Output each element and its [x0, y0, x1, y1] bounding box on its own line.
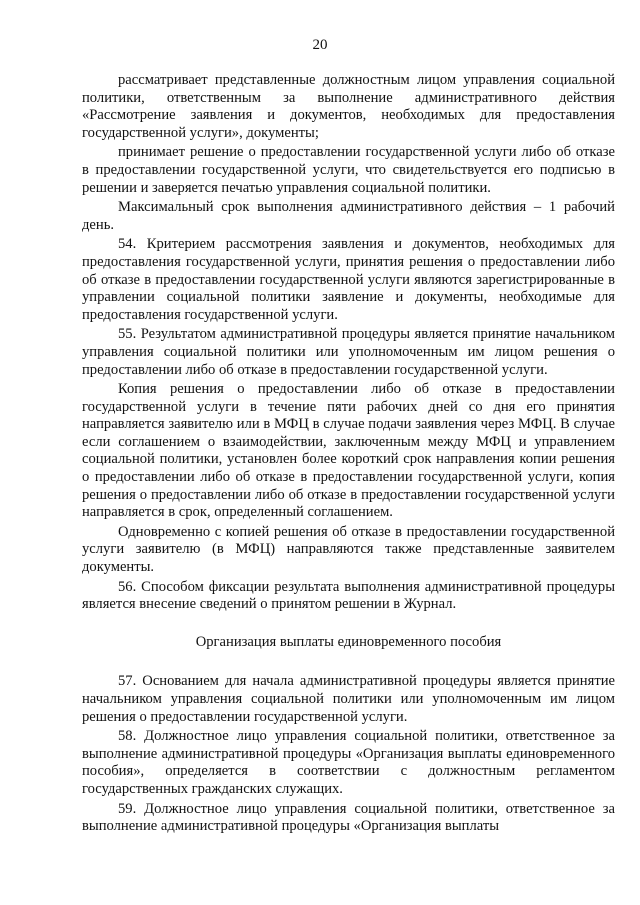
paragraph-item-59: 59. Должностное лицо управления социальной политики, ответственное за выполнение административной процедуры «Организация выплаты	[82, 800, 615, 835]
section-heading: Организация выплаты единовременного пособия	[195, 633, 502, 650]
paragraph-item-57: 57. Основанием для начала административной процедуры является принятие начальником управления социальной политики или уполномоченным им лицом решения о предоставлении государственной услуги.	[82, 673, 615, 725]
page-number: 20	[312, 37, 328, 53]
paragraph: Максимальный срок выполнения административного действия – 1 рабочий день.	[82, 199, 615, 233]
paragraph-item-56: 56. Способом фиксации результата выполнения административной процедуры является внесение сведений о принятом решении в Журнал.	[82, 578, 615, 613]
paragraph: Копия решения о предоставлении либо об отказе в предоставлении государственной услуги в течение пяти рабочих дней со дня его принятия направляется заявителю или в МФЦ в случае подачи заявления через МФЦ. В случае если соглашением о взаимодействии, заключенным между МФЦ и управлением социальной политики, установлен более короткий срок направления копии решения о предоставлении либо об отказе в предоставлении государственной услуги, копия решения о предоставлении либо об отказе в предоставлении государственной услуги направляется в срок, определенный соглашением.	[82, 381, 615, 521]
paragraph: принимает решение о предоставлении государственной услуги либо об отказе в предоставлении государственной услуги, что свидетельствуется его подписью в решении и заверяется печатью управления социальной политики.	[82, 144, 615, 196]
document-body	[82, 72, 615, 836]
paragraph-item-55: 55. Результатом административной процедуры является принятие начальником управления социальной политики или уполномоченным им лицом решения о предоставлении либо об отказе в предоставлении государственной услуги.	[82, 326, 615, 378]
paragraph: рассматривает представленные должностным лицом управления социальной политики, ответственным за выполнение административного действия «Рассмотрение заявления и документов, необходимых для предоставления государственной услуги», документы;	[82, 72, 615, 141]
paragraph-item-58: 58. Должностное лицо управления социальной политики, ответственное за выполнение административной процедуры «Организация выплаты единовременного пособия», определяется в соответствии с должностным регламентом государственных гражданских служащих.	[82, 728, 615, 797]
paragraph-item-54: 54. Критерием рассмотрения заявления и документов, необходимых для предоставления государственной услуги, принятия решения о предоставлении либо об отказе в предоставлении государственной услуги являются зарегистрированные в управлении социальной политики заявление и документы, необходимые для предоставления государственной услуги.	[82, 236, 615, 323]
paragraph: Одновременно с копией решения об отказе в предоставлении государственной услуги заявителю (в МФЦ) направляются также представленные заявителем документы.	[82, 523, 615, 576]
